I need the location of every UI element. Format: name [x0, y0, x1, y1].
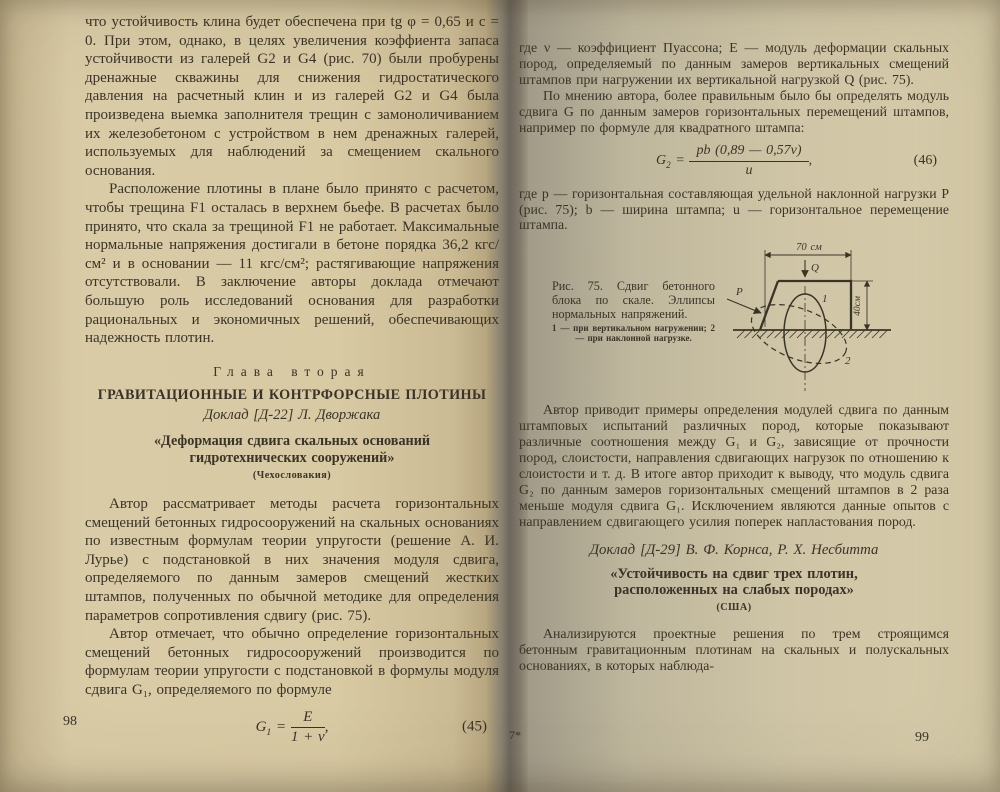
- report-author-line: Доклад [Д-22] Л. Дворжака: [203, 406, 381, 423]
- report-author-line: Доклад [Д-29] В. Ф. Корнса, Р. Х. Несбитта: [589, 541, 879, 558]
- block-slant-face: [760, 281, 778, 330]
- paper-title: [85, 433, 499, 466]
- formula-46: $G_2$ = $\frac{pb (0,89 — 0,57\nu)}{u}$ , (46): [655, 143, 937, 178]
- figure-75-caption: [552, 280, 715, 394]
- formula-45-fraction: $\frac{E}{1 + \nu}$: [290, 708, 325, 745]
- paragraph: Автор приводит примеры определения модулей сдвига по данным штамповых испытаний различных пород, которые показывают различные соотношения между G₁ и G₂, зависящие от прочности пород, слоистости, направления сдвигающих нагрузок по отношению к слоистости и т. д. В итоге автор приходит к выводу, что модуль сдвига G₂ по данным замеров горизонтальных смещений штампов в 2 раза меньше модуля сдвига G₁. Исключением являются данные опытов с направлением сдвигающего усилия поперек напластования пород.: [519, 402, 949, 529]
- country-label: (США): [716, 601, 752, 613]
- formula-46-number: (46): [913, 153, 937, 169]
- paragraph: Анализируются проектные решения по трем строящимся бетонным гравитационным плотинам на скальных и полускальных основаниях, в которых наблюда-: [519, 626, 949, 674]
- formula-45: $G_1$ = $\frac{E}{1 + \nu}$ , (45): [255, 708, 487, 745]
- formula-46-lhs: $G_2$ =: [655, 153, 685, 171]
- paper-title-line2: гидротехнических сооружений»: [189, 449, 395, 466]
- paragraph: По мнению автора, более правильным было бы определять модуль сдвига G по данным замеров горизонтальных перемещений штампов, например по формуле для квадратного штампа:: [519, 87, 949, 135]
- figure-75: [519, 242, 949, 394]
- formula-45-lhs: $G_1$ =: [255, 718, 287, 738]
- ellipse-1-label: 1: [822, 293, 828, 306]
- page-number-left: 98: [63, 714, 77, 729]
- paragraph-continuation: где ν — коэффициент Пуассона; E — модуль деформации скальных пород, определяемый по данным замеров вертикальных смещений штампов при нагружении их вертикальной нагрузкой Q (рис. 75).: [519, 40, 949, 87]
- paragraph: Расположение плотины в плане было принято с расчетом, чтобы трещина F1 осталась в верхнем бьефе. В расчетах было принято, что скала за трещиной F1 не работает. Максимальные нормальные напряжения достигали в бетоне порядка 36,2 кгс/см² и в основании — 11 кгс/см²; растягивающие напряжения отсутствовали. В заключение авторы доклада отмечают большую роль исследований основания для разработки рациональных и экономичных решений, обеспечивающих надежность плотин.: [85, 181, 499, 347]
- paper-title-line2: расположенных на слабых породах»: [614, 582, 854, 598]
- dim-40cm-label: 40см: [853, 296, 863, 317]
- left-page-text-column: [85, 13, 499, 752]
- paragraph: Автор отмечает, что обычно определение горизонтальных смещений бетонных гидросооружений производится по формулам теории упругости с подстановкой в формулы модуля сдвига G₁, определяемого по формуле: [85, 626, 499, 698]
- formula-46-fraction: $\frac{pb (0,89 — 0,57\nu)}{u}$: [689, 143, 808, 178]
- vertical-load-label: Q: [811, 262, 819, 275]
- formula-45-number: (45): [462, 719, 487, 736]
- chapter-title: ГРАВИТАЦИОННЫЕ И КОНТРФОРСНЫЕ ПЛОТИНЫ: [97, 387, 487, 404]
- paper-title-line1: «Устойчивость на сдвиг трех плотин,: [610, 565, 858, 582]
- paragraph: Автор рассматривает методы расчета горизонтальных смещений бетонных гидросооружений на скальных основаниях по известным формулам теории упругости (решение А. И. Лурье) с подстановкой в них значения модуля сдвига, определяемого по данным замеров смещений жестких штампов, полученных по обычной методике для определения параметров сопротивления сдвигу (рис. 75).: [85, 496, 499, 624]
- signature-mark: 7*: [509, 728, 521, 742]
- figure-caption-text: Рис. 75. Сдвиг бетонного блока по скале. Эллипсы нормальных напряжений.: [552, 279, 715, 321]
- right-page-text-column: [519, 40, 949, 674]
- ellipse-2-label: 2: [845, 355, 851, 368]
- dim-70cm-label: 70 см: [796, 242, 822, 254]
- paper-title-line1: «Деформация сдвига скальных оснований: [153, 433, 431, 450]
- paper-title: [519, 566, 949, 599]
- figure-legend-text: 1 — при вертикальном нагружении; 2 — при наклонной нагрузке.: [552, 323, 715, 344]
- figure-75-diagram: [721, 242, 899, 394]
- page-number-right: 99: [915, 730, 929, 745]
- chapter-kicker: Глава вторая: [213, 363, 371, 379]
- inclined-load-label: P: [736, 286, 743, 299]
- country-label: (Чехословакия): [252, 470, 332, 482]
- paragraph-continuation: что устойчивость клина будет обеспечена при tg φ = 0,65 и c = 0. При этом, однако, в целях увеличения коэффиента запаса устойчивости из галерей G2 и G4 (рис. 70) были пробурены дренажные скважины для снижения гидростатического давления на расчетный клин и из галерей G2 и G4 была произведена выемка заполнителя трещин с замоноличиванием их железобетоном с устройством в нем дренажных галерей, используемых для наблюдений за смещением скального основания.: [85, 14, 499, 179]
- paragraph: где p — горизонтальная составляющая удельной наклонной нагрузки P (рис. 75); b — ширина штампа; u — горизонтальное перемещение штампа.: [519, 185, 949, 233]
